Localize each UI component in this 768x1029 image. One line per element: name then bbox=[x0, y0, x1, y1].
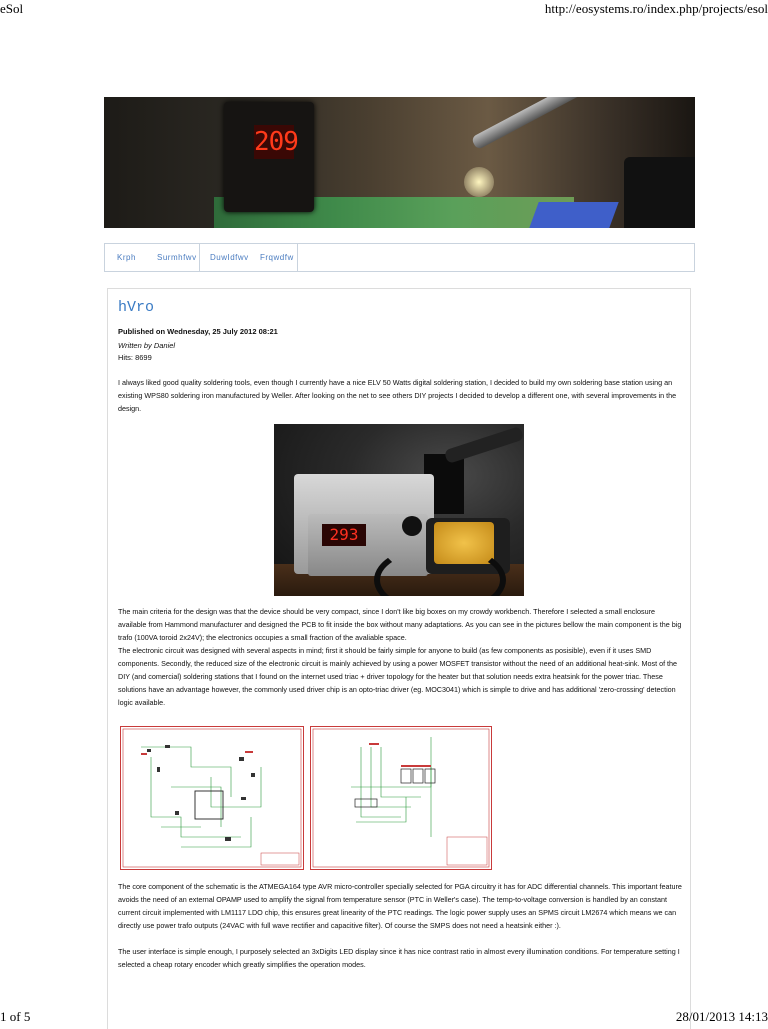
article-ui-paragraph: The user interface is simple enough, I purposely selected an 3xDigits LED display since it has nice contrast ratio in almost every illumination conditions. For temperature setting I selected a cheap rotary encoder which greatly simplifies the operation modes. bbox=[118, 947, 680, 969]
nav-divider bbox=[297, 244, 298, 271]
main-navigation bbox=[104, 243, 695, 272]
nav-item-articles[interactable]: DuwIdfwv bbox=[210, 253, 249, 262]
print-header-site-name: eSol bbox=[0, 1, 24, 16]
soldering-iron bbox=[471, 97, 672, 150]
print-page-number: 1 of 5 bbox=[0, 1009, 31, 1024]
article-title[interactable]: hVro bbox=[118, 299, 155, 316]
article-electronic-paragraph: The electronic circuit was designed with several aspects in mind; first it should be fairly simple for anyone to build (as few components as posisible), even if it uses SMD components. Secondly, the reduced size of the electronic circuit is mainly achieved by using a power MOSFET transistor without the need of an additional heat-sink. Most of the DIY (and comercial) soldering stations that I found on the internet used triac + driver topology for the heater but that solution needs extra heatsink for the power triac. These solutions have an advantage however, the commonly used driver chip is an opto-triac driver (eg. MOC3041) which is simple to drive and has additional 'zero-crossing' detection logic available. bbox=[118, 646, 678, 707]
print-timestamp: 28/01/2013 14:13 bbox=[675, 1009, 768, 1024]
article-published-date: Published on Wednesday, 25 July 2012 08:21 bbox=[118, 327, 278, 336]
schematic-image-display bbox=[310, 726, 492, 870]
nav-item-home[interactable]: Krph bbox=[117, 253, 136, 262]
rotary-encoder-knob bbox=[402, 516, 422, 536]
nav-item-projects[interactable]: Surmhfwv bbox=[157, 253, 197, 262]
article-author: Written by Daniel bbox=[118, 341, 176, 350]
article-hits: Hits: 8699 bbox=[118, 353, 152, 362]
schematic-image-main bbox=[120, 726, 304, 870]
article-core-paragraph: The core component of the schematic is the ATMEGA164 type AVR micro-controller specially selected for PGA circuitry it has for ADC differential channels. This important feature avoids the need of an external OPAMP used to amplify the signal from temperature sensor (PTC in Weller's case). The temp-to-voltage conversion is handled by an constant current circuit implemented with LM1117 LDO chip, this ensures great linearity of the PTC readings. The logic power supply uses an SPMS circuit LM2674 which means we can directly use power trafo outputs (24VAC with full wave rectifier and capacitive filter). Of course the SMPS does not need a heatsink either :). bbox=[118, 882, 682, 930]
photo-led-display: 293 bbox=[322, 524, 366, 546]
soldering-station-photo bbox=[274, 424, 524, 596]
article-design-paragraph: The main criteria for the design was that the device should be very compact, since I don't like big boxes on my crowdy workbench. Therefore I selected a small enclosure available from Hammond manufacturer and designed the PCB to fit inside the box without many adaptations. As you can see in the pictures bellow the main component is the big trafo (100VA toroid 2x24V); the electronics occupies a small fraction of the avaliable space. bbox=[118, 607, 682, 642]
nav-item-contact[interactable]: Frqwdfw bbox=[260, 253, 294, 262]
article-container bbox=[107, 288, 691, 1029]
header-banner-image bbox=[104, 97, 695, 228]
banner-led-display: 209 bbox=[254, 127, 298, 157]
print-header-url[interactable]: http://eosystems.ro/index.php/projects/esol bbox=[544, 1, 768, 16]
article-intro-paragraph: I always liked good quality soldering tools, even though I currently have a nice ELV 50 Watts digital soldering station, I decided to build my own soldering base station using an existing WPS80 soldering iron manufactured by Weller. After looking on the net to see others DIY projects I decided to develop a different one, with several improvements in the design. bbox=[118, 378, 677, 413]
